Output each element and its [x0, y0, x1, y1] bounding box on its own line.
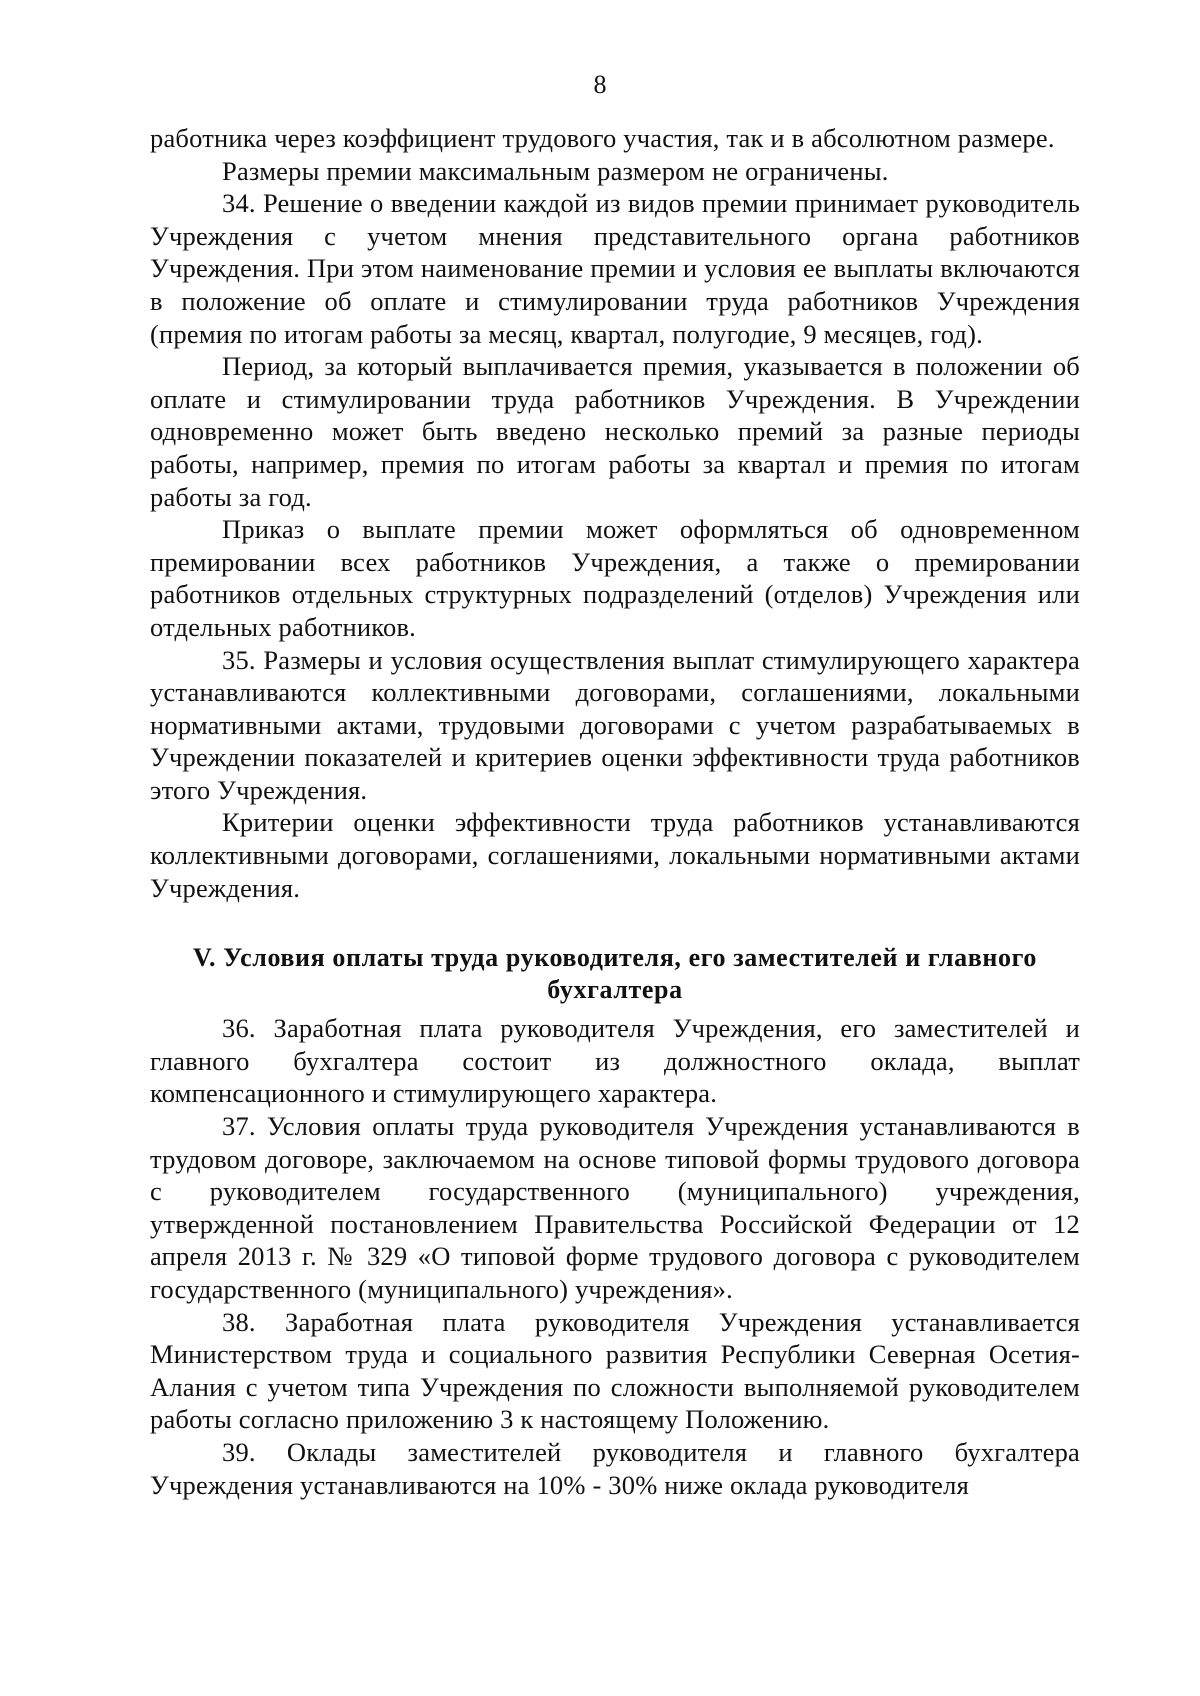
- page-number: 8: [593, 70, 607, 99]
- section-heading-line-2: бухгалтера: [547, 975, 683, 1005]
- paragraph-38: 38. Заработная плата руководителя Учреждения устанавливается Министерством труда и социального развития Республики Северная Осетия-Алания с учетом типа Учреждения по сложности выполняемой руководителем работы согласно приложению 3 к настоящему Положению.: [150, 1306, 1080, 1435]
- paragraph-36: 36. Заработная плата руководителя Учреждения, его заместителей и главного бухгалтера состоит из должностного оклада, выплат компенсационного и стимулирующего характера.: [150, 1013, 1080, 1109]
- paragraph-premium-limit: Размеры премии максимальным размером не ограничены.: [222, 155, 889, 186]
- paragraph-premium-period: Период, за который выплачивается премия, указывается в положении об оплате и стимулировании труда работников Учреждения. В Учреждении одновременно может быть введено несколько премий за разные периоды работы, например, премия по итогам работы за квартал и премия по итогам работы за год.: [150, 351, 1080, 512]
- paragraph-premium-order: Приказ о выплате премии может оформляться об одновременном премировании всех работников Учреждения, а также о премировании работников отдельных структурных подразделений (отделов) Учреждения или отдельных работников.: [150, 514, 1080, 642]
- document-body: [150, 122, 1080, 1501]
- section-heading-line-1: V. Условия оплаты труда руководителя, его заместителей и главного: [193, 943, 1037, 973]
- paragraph-35: 35. Размеры и условия осуществления выплат стимулирующего характера устанавливаются коллективными договорами, соглашениями, локальными нормативными актами, трудовыми договорами с учетом разрабатываемых в Учреждении показателей и критериев оценки эффективности труда работников этого Учреждения.: [150, 644, 1080, 805]
- section-heading-v: [150, 904, 1080, 1012]
- paragraph-37: 37. Условия оплаты труда руководителя Учреждения устанавливаются в трудовом договоре, заключаемом на основе типовой формы трудового договора с руководителем государственного (муниципального) учреждения, утвержденной постановлением Правительства Российской Федерации от 12 апреля 2013 г. № 329 «О типовой форме трудового договора с руководителем государственного (муниципального) учреждения».: [150, 1111, 1080, 1304]
- paragraph-criteria: Критерии оценки эффективности труда работников устанавливаются коллективными договорами, соглашениями, локальными нормативными актами Учреждения.: [150, 807, 1080, 903]
- paragraph-34: 34. Решение о введении каждой из видов премии принимает руководитель Учреждения с учетом мнения представительного органа работников Учреждения. При этом наименование премии и условия ее выплаты включаются в положение об оплате и стимулировании труда работников Учреждения (премия по итогам работы за месяц, квартал, полугодие, 9 месяцев, год).: [150, 188, 1080, 349]
- paragraph-39: 39. Оклады заместителей руководителя и главного бухгалтера Учреждения устанавливаются на 10% - 30% ниже оклада руководителя: [150, 1436, 1080, 1500]
- paragraph-continuation: работника через коэффициент трудового участия, так и в абсолютном размере.: [150, 123, 1055, 153]
